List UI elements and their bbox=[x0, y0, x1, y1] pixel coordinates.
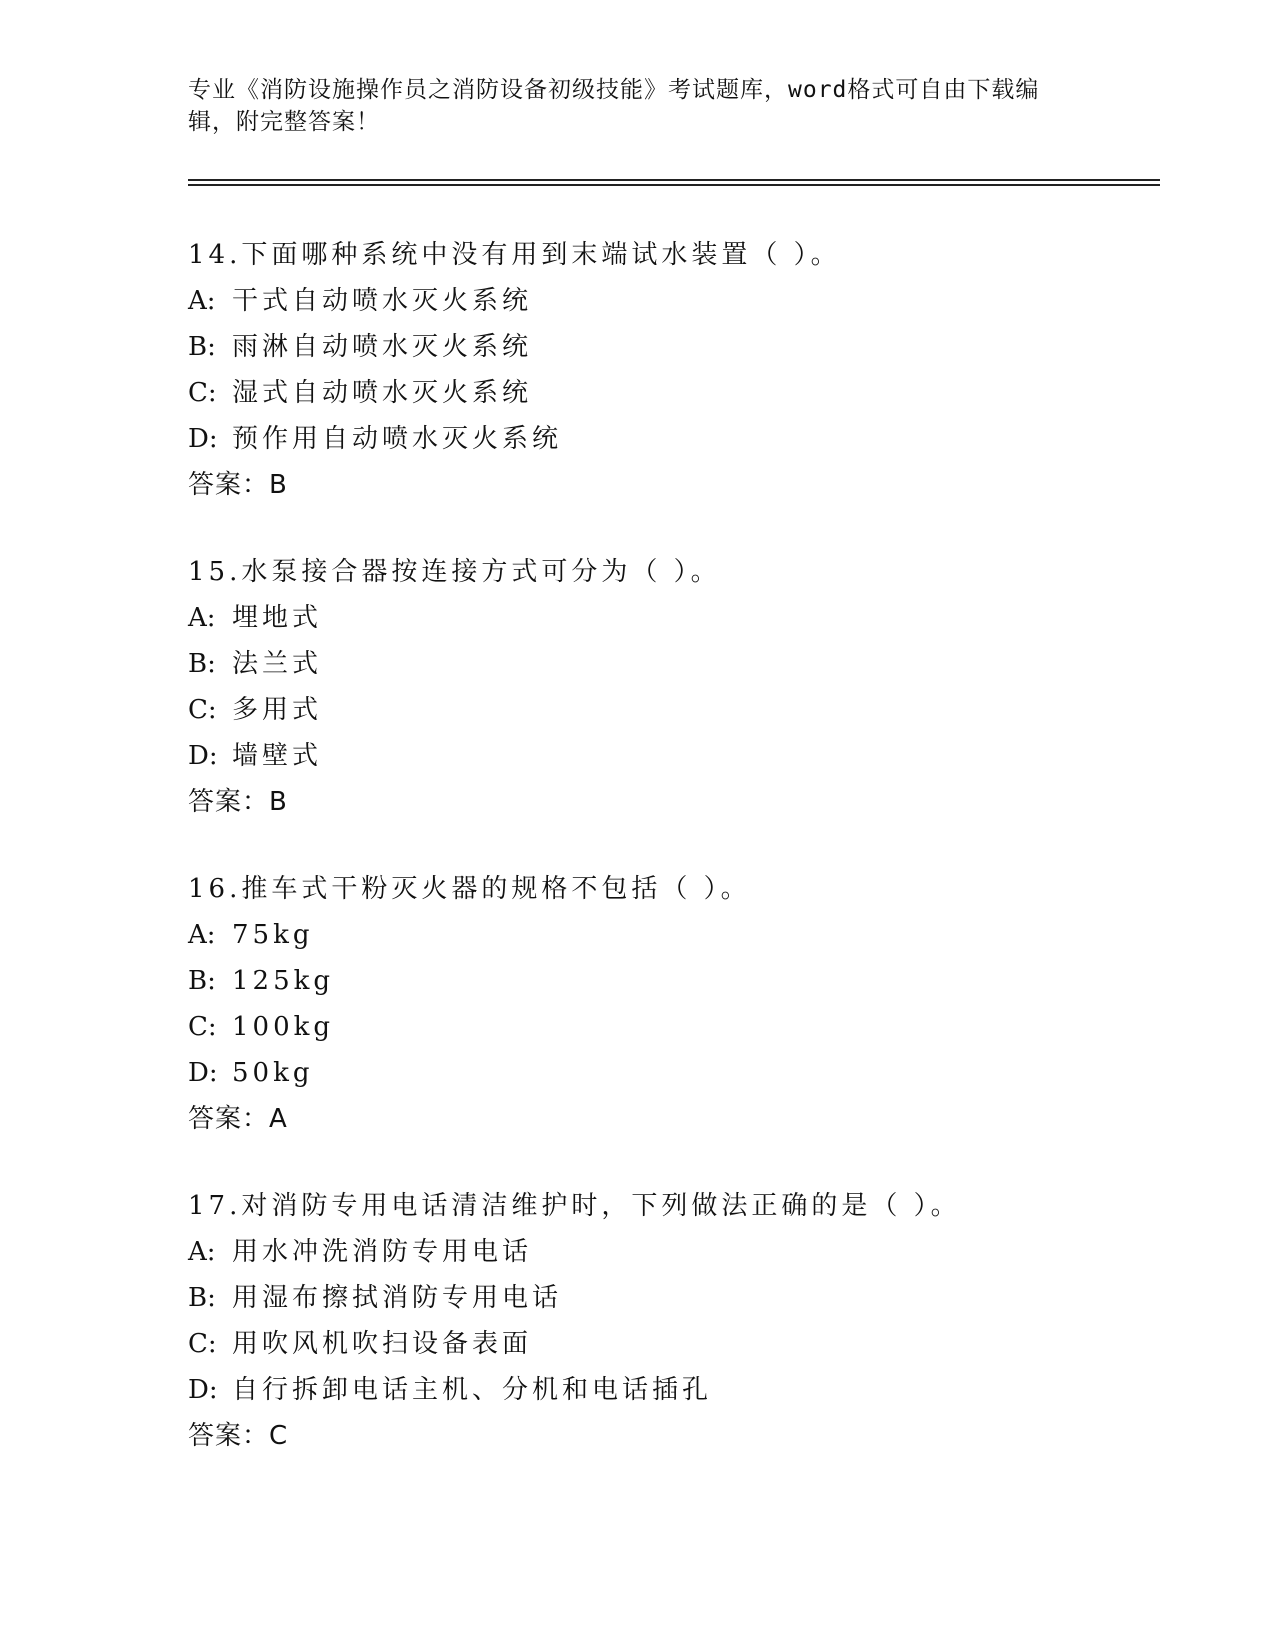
option-d bbox=[188, 1050, 1188, 1096]
question-17 bbox=[188, 1183, 1188, 1459]
option-b bbox=[188, 958, 1188, 1004]
option-key: B: bbox=[188, 649, 216, 679]
answer: 答案：B bbox=[188, 787, 288, 817]
option-text: 100kg bbox=[232, 1012, 335, 1042]
option-text: 75kg bbox=[232, 920, 314, 950]
option-text: 干式自动喷水灭火系统 bbox=[232, 286, 533, 316]
option-key: C: bbox=[188, 1329, 217, 1359]
option-c bbox=[188, 687, 1188, 733]
question-16 bbox=[188, 866, 1188, 1142]
option-key: C: bbox=[188, 695, 217, 725]
option-c bbox=[188, 370, 1188, 416]
answer: 答案：B bbox=[188, 470, 288, 500]
header-line-1: 专业《消防设施操作员之消防设备初级技能》考试题库，word格式可自由下载编 bbox=[188, 77, 1040, 103]
option-text: 雨淋自动喷水灭火系统 bbox=[232, 332, 533, 362]
option-text: 预作用自动喷水灭火系统 bbox=[232, 424, 563, 454]
option-key: A: bbox=[188, 920, 216, 950]
question-15 bbox=[188, 549, 1188, 825]
option-text: 墙壁式 bbox=[232, 741, 323, 771]
question-text: 16.推车式干粉灭火器的规格不包括（ ）。 bbox=[188, 874, 751, 904]
header-divider-bottom bbox=[188, 184, 1160, 186]
answer: 答案：C bbox=[188, 1421, 289, 1451]
option-key: A: bbox=[188, 1237, 216, 1267]
option-key: A: bbox=[188, 603, 216, 633]
option-a bbox=[188, 595, 1188, 641]
option-b bbox=[188, 641, 1188, 687]
option-d bbox=[188, 733, 1188, 779]
option-d bbox=[188, 1367, 1188, 1413]
document-header bbox=[188, 74, 1068, 138]
option-a bbox=[188, 912, 1188, 958]
option-text: 法兰式 bbox=[232, 649, 323, 679]
option-b bbox=[188, 324, 1188, 370]
option-key: C: bbox=[188, 1012, 217, 1042]
option-text: 125kg bbox=[232, 966, 335, 996]
answer: 答案：A bbox=[188, 1104, 288, 1134]
option-text: 埋地式 bbox=[232, 603, 323, 633]
option-text: 多用式 bbox=[232, 695, 323, 725]
header-divider-top bbox=[188, 179, 1160, 181]
option-c bbox=[188, 1004, 1188, 1050]
option-d bbox=[188, 416, 1188, 462]
question-text: 15.水泵接合器按连接方式可分为（ ）。 bbox=[188, 557, 721, 587]
option-key: C: bbox=[188, 378, 217, 408]
option-key: A: bbox=[188, 286, 216, 316]
question-14 bbox=[188, 232, 1188, 508]
option-text: 湿式自动喷水灭火系统 bbox=[232, 378, 533, 408]
question-text: 14.下面哪种系统中没有用到末端试水装置（ ）。 bbox=[188, 240, 841, 270]
option-key: B: bbox=[188, 332, 216, 362]
question-text: 17.对消防专用电话清洁维护时，下列做法正确的是（ ）。 bbox=[188, 1191, 961, 1221]
option-text: 用水冲洗消防专用电话 bbox=[232, 1237, 533, 1267]
option-c bbox=[188, 1321, 1188, 1367]
option-key: B: bbox=[188, 1283, 216, 1313]
option-a bbox=[188, 278, 1188, 324]
option-text: 50kg bbox=[232, 1058, 314, 1088]
option-key: D: bbox=[188, 741, 218, 771]
option-key: D: bbox=[188, 424, 218, 454]
option-a bbox=[188, 1229, 1188, 1275]
option-key: D: bbox=[188, 1058, 218, 1088]
option-text: 用湿布擦拭消防专用电话 bbox=[232, 1283, 563, 1313]
option-text: 自行拆卸电话主机、分机和电话插孔 bbox=[232, 1375, 713, 1405]
option-text: 用吹风机吹扫设备表面 bbox=[232, 1329, 533, 1359]
option-key: D: bbox=[188, 1375, 218, 1405]
option-key: B: bbox=[188, 966, 216, 996]
header-line-2: 辑，附完整答案！ bbox=[188, 109, 380, 135]
option-b bbox=[188, 1275, 1188, 1321]
